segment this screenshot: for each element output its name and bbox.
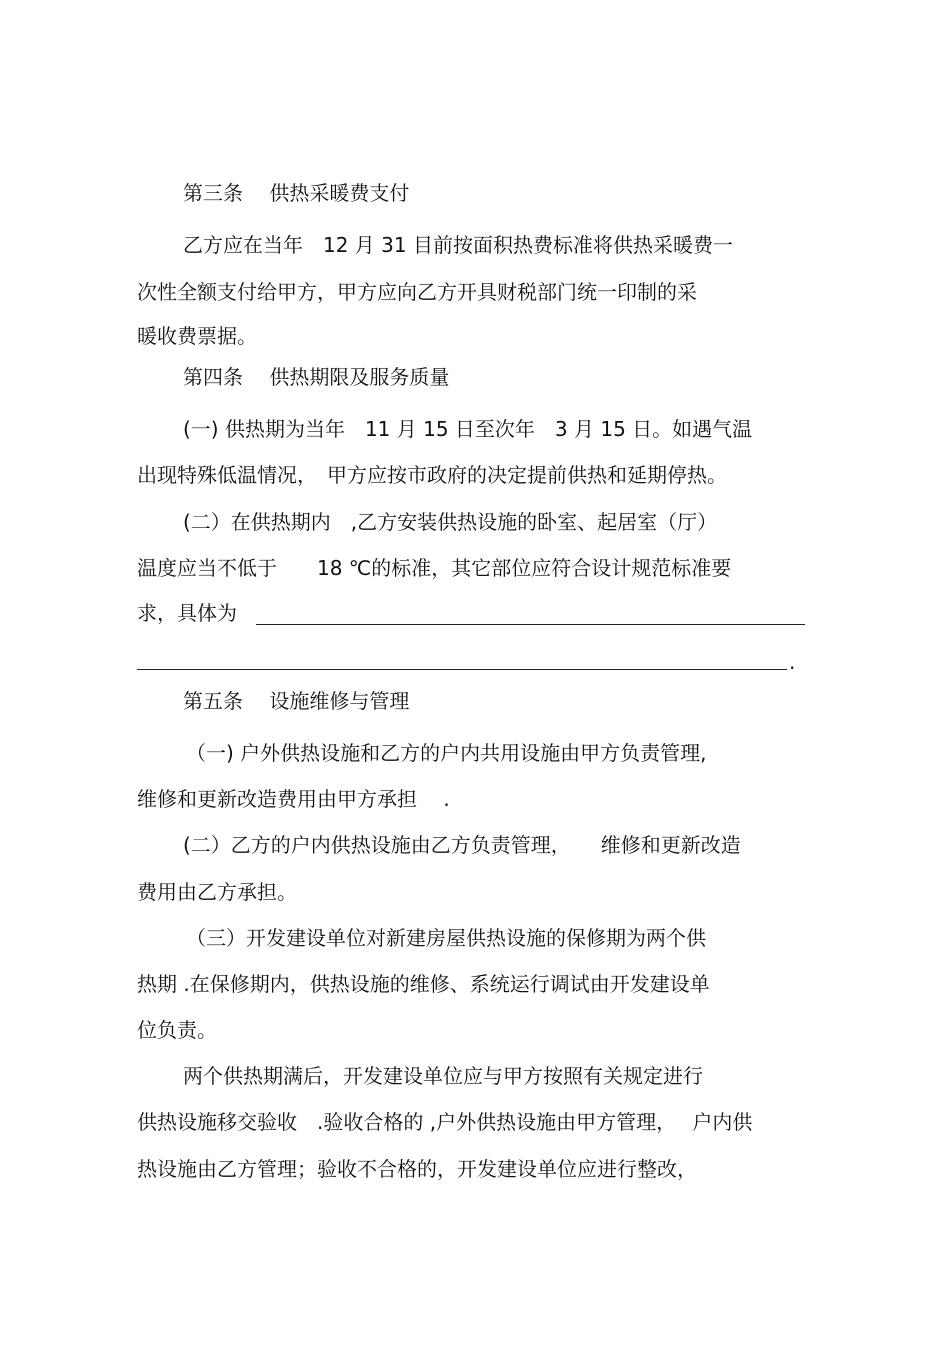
article4-item1-line-1: (一) 供热期为当年 11 月 15 日至次年 3 月 15 日。如遇气温: [183, 417, 753, 441]
article5-item3-line-3: 位负责。: [137, 1018, 217, 1042]
article5-para-line-3: 热设施由乙方管理；验收不合格的，开发建设单位应进行整改，: [137, 1157, 697, 1181]
article4-item2-line-1: (二）在供热期内 ,乙方安装供热设施的卧室、起居室（厅）: [183, 510, 718, 534]
article5-item2-line-2: 费用由乙方承担。: [137, 880, 297, 904]
article4-item2-line-2: 温度应当不低于 18 ℃的标准，其它部位应符合设计规范标准要: [137, 556, 732, 580]
article5-item1-line-2: 维修和更新改造费用由甲方承担 .: [137, 787, 450, 811]
article5-para-line-2: 供热设施移交验收 .验收合格的 ,户外供热设施由甲方管理， 户内供: [137, 1110, 753, 1134]
article4-item1-line-2: 出现特殊低温情况， 甲方应按市政府的决定提前供热和延期停热。: [137, 463, 727, 487]
article5-para-line-1: 两个供热期满后，开发建设单位应与甲方按照有关规定进行: [183, 1064, 703, 1088]
article5-item3-line-2: 热期 .在保修期内，供热设施的维修、系统运行调试由开发建设单: [137, 972, 710, 996]
article4-title: 第四条 供热期限及服务质量: [183, 365, 450, 389]
blank-end-period: .: [789, 650, 796, 674]
article5-item2-line-1: (二）乙方的户内供热设施由乙方负责管理， 维修和更新改造: [183, 833, 741, 857]
fill-in-blank-line-2[interactable]: [137, 669, 787, 670]
article3-title: 第三条 供热采暖费支付: [183, 181, 410, 205]
article4-item2-line-3: 求，具体为: [137, 601, 237, 625]
article3-line-1: 乙方应在当年 12 月 31 目前按面积热费标准将供热采暖费一: [183, 233, 733, 257]
article5-title: 第五条 设施维修与管理: [183, 689, 410, 713]
article3-line-2: 次性全额支付给甲方，甲方应向乙方开具财税部门统一印制的采: [137, 280, 697, 304]
article5-item1-line-1: （一) 户外供热设施和乙方的户内共用设施由甲方负责管理,: [186, 741, 707, 765]
article5-item3-line-1: （三）开发建设单位对新建房屋供热设施的保修期为两个供: [186, 926, 706, 950]
article3-line-3: 暖收费票据。: [137, 324, 257, 348]
fill-in-blank-line-1[interactable]: [256, 624, 805, 625]
